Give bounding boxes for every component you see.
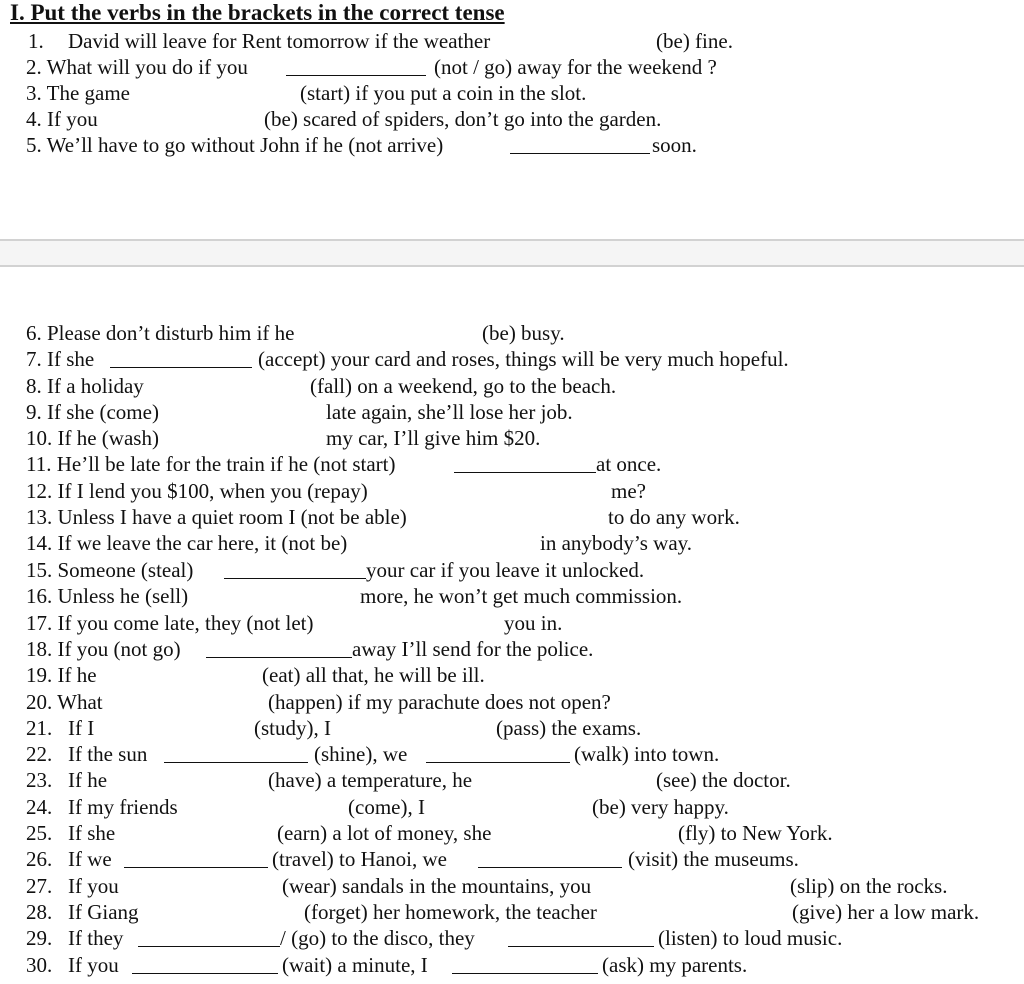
- exercise-item-24: [0, 794, 1024, 820]
- exercise-text: more, he won’t get much commission.: [360, 584, 683, 608]
- exercise-text: (give) her a low mark.: [792, 900, 980, 924]
- exercise-text: 26.: [26, 847, 53, 871]
- exercise-text: 14. If we leave the car here, it (not be): [26, 531, 348, 555]
- exercise-text: (be) scared of spiders, don’t go into the garden.: [264, 107, 662, 131]
- answer-blank: [110, 367, 252, 368]
- exercise-text: 5. We’ll have to go without John if he (not arrive): [26, 133, 444, 157]
- page-separator: [0, 239, 1024, 267]
- exercise-text: (happen) if my parachute does not open?: [268, 690, 611, 714]
- exercise-text: If we: [68, 847, 112, 871]
- answer-blank: [452, 973, 598, 974]
- exercise-text: 19. If he: [26, 663, 97, 687]
- exercise-text: you in.: [504, 611, 563, 635]
- answer-blank: [132, 973, 278, 974]
- exercise-text: If my friends: [68, 795, 178, 819]
- exercise-item-13: [0, 504, 1024, 530]
- answer-blank: [206, 657, 352, 658]
- exercise-item-21: [0, 715, 1024, 741]
- exercise-text: at once.: [596, 452, 662, 476]
- exercise-text: away I’ll send for the police.: [352, 637, 594, 661]
- exercise-text: (come), I: [348, 795, 425, 819]
- answer-blank: [286, 75, 426, 76]
- exercise-text: 12. If I lend you $100, when you (repay): [26, 479, 368, 503]
- answer-blank: [478, 867, 622, 868]
- exercise-item-8: [0, 373, 1024, 399]
- exercise-text: 4. If you: [26, 107, 98, 131]
- exercise-text: 18. If you (not go): [26, 637, 181, 661]
- exercise-text: 21.: [26, 716, 53, 740]
- exercise-item-10: [0, 425, 1024, 451]
- answer-blank: [138, 946, 280, 947]
- exercise-text: (not / go) away for the weekend ?: [434, 55, 717, 79]
- exercise-item-30: [0, 952, 1024, 978]
- exercise-text: 10. If he (wash): [26, 426, 159, 450]
- exercise-item-26: [0, 846, 1024, 872]
- exercise-text: (accept) your card and roses, things will be very much hopeful.: [258, 347, 789, 371]
- exercise-text: 16. Unless he (sell): [26, 584, 189, 608]
- exercise-text: me?: [611, 479, 646, 503]
- exercise-text: (see) the doctor.: [656, 768, 791, 792]
- exercise-text: 6. Please don’t disturb him if he: [26, 321, 295, 345]
- exercise-item-25: [0, 820, 1024, 846]
- exercise-text: (wait) a minute, I: [282, 953, 428, 977]
- exercise-text: 13. Unless I have a quiet room I (not be able): [26, 505, 407, 529]
- exercise-text: (slip) on the rocks.: [790, 874, 948, 898]
- exercise-text: 7. If she: [26, 347, 95, 371]
- exercise-item-16: [0, 583, 1024, 609]
- exercise-text: (eat) all that, he will be ill.: [262, 663, 485, 687]
- exercise-text: (ask) my parents.: [602, 953, 748, 977]
- exercise-text: (fall) on a weekend, go to the beach.: [310, 374, 617, 398]
- exercise-text: (have) a temperature, he: [268, 768, 473, 792]
- exercise-item-19: [0, 662, 1024, 688]
- exercise-item-7: [0, 346, 1024, 372]
- exercise-text: (walk) into town.: [574, 742, 720, 766]
- exercise-item-23: [0, 767, 1024, 793]
- exercise-text: / (go) to the disco, they: [280, 926, 475, 950]
- exercise-text: in anybody’s way.: [540, 531, 693, 555]
- answer-blank: [508, 946, 654, 947]
- exercise-text: 25.: [26, 821, 53, 845]
- exercise-text: (travel) to Hanoi, we: [272, 847, 447, 871]
- exercise-text: (fly) to New York.: [678, 821, 833, 845]
- exercise-text: (wear) sandals in the mountains, you: [282, 874, 592, 898]
- exercise-text: 1.: [28, 29, 44, 53]
- exercise-text: (shine), we: [314, 742, 408, 766]
- exercise-text: (visit) the museums.: [628, 847, 799, 871]
- exercise-text: 27.: [26, 874, 53, 898]
- exercise-item-3: [0, 80, 1024, 106]
- exercise-text: 23.: [26, 768, 53, 792]
- exercise-text: 24.: [26, 795, 53, 819]
- exercise-item-29: [0, 925, 1024, 951]
- exercise-text: If I: [68, 716, 95, 740]
- exercise-text: If she: [68, 821, 116, 845]
- exercise-text: (be) very happy.: [592, 795, 729, 819]
- answer-blank: [426, 762, 570, 763]
- exercise-text: late again, she’ll lose her job.: [326, 400, 573, 424]
- exercise-item-9: [0, 399, 1024, 425]
- exercise-text: 9. If she (come): [26, 400, 159, 424]
- exercise-item-2: [0, 54, 1024, 80]
- exercise-item-28: [0, 899, 1024, 925]
- exercise-text: (listen) to loud music.: [658, 926, 843, 950]
- exercise-text: 3. The game: [26, 81, 130, 105]
- page-title: I. Put the verbs in the brackets in the correct tense: [10, 0, 505, 25]
- exercise-text: your car if you leave it unlocked.: [366, 558, 645, 582]
- exercise-text: (start) if you put a coin in the slot.: [300, 81, 587, 105]
- exercise-text: If he: [68, 768, 108, 792]
- exercise-item-11: [0, 451, 1024, 477]
- exercise-text: 15. Someone (steal): [26, 558, 194, 582]
- answer-blank: [164, 762, 308, 763]
- exercise-text: soon.: [652, 133, 697, 157]
- exercise-item-27: [0, 873, 1024, 899]
- answer-blank: [124, 867, 268, 868]
- exercise-text: If they: [68, 926, 124, 950]
- exercise-text: 29.: [26, 926, 53, 950]
- answer-blank: [224, 578, 366, 579]
- exercise-text: 11. He’ll be late for the train if he (not start): [26, 452, 396, 476]
- exercise-text: 22.: [26, 742, 53, 766]
- exercise-item-20: [0, 689, 1024, 715]
- exercise-text: If you: [68, 874, 119, 898]
- exercise-text: 17. If you come late, they (not let): [26, 611, 314, 635]
- exercise-item-15: [0, 557, 1024, 583]
- exercise-item-14: [0, 530, 1024, 556]
- exercise-item-6: [0, 320, 1024, 346]
- exercise-text: 20. What: [26, 690, 103, 714]
- exercise-text: If the sun: [68, 742, 148, 766]
- exercise-text: 30.: [26, 953, 53, 977]
- exercise-text: 2. What will you do if you: [26, 55, 248, 79]
- exercise-item-4: [0, 106, 1024, 132]
- exercise-text: (earn) a lot of money, she: [277, 821, 492, 845]
- exercise-text: (forget) her homework, the teacher: [304, 900, 597, 924]
- exercise-item-22: [0, 741, 1024, 767]
- exercise-item-5: [0, 132, 1024, 158]
- exercise-text: If Giang: [68, 900, 139, 924]
- exercise-item-12: [0, 478, 1024, 504]
- exercise-text: (be) fine.: [656, 29, 733, 53]
- exercise-text: (study), I: [254, 716, 331, 740]
- exercise-text: David will leave for Rent tomorrow if the weather: [68, 29, 491, 53]
- exercise-text: 28.: [26, 900, 53, 924]
- exercise-text: 8. If a holiday: [26, 374, 144, 398]
- exercise-item-18: [0, 636, 1024, 662]
- exercise-text: to do any work.: [608, 505, 740, 529]
- answer-blank: [454, 472, 596, 473]
- exercise-text: (be) busy.: [482, 321, 565, 345]
- exercise-text: my car, I’ll give him $20.: [326, 426, 541, 450]
- exercise-item-17: [0, 610, 1024, 636]
- exercise-text: If you: [68, 953, 119, 977]
- exercise-text: (pass) the exams.: [496, 716, 642, 740]
- exercise-item-1: [0, 28, 1024, 54]
- answer-blank: [510, 153, 650, 154]
